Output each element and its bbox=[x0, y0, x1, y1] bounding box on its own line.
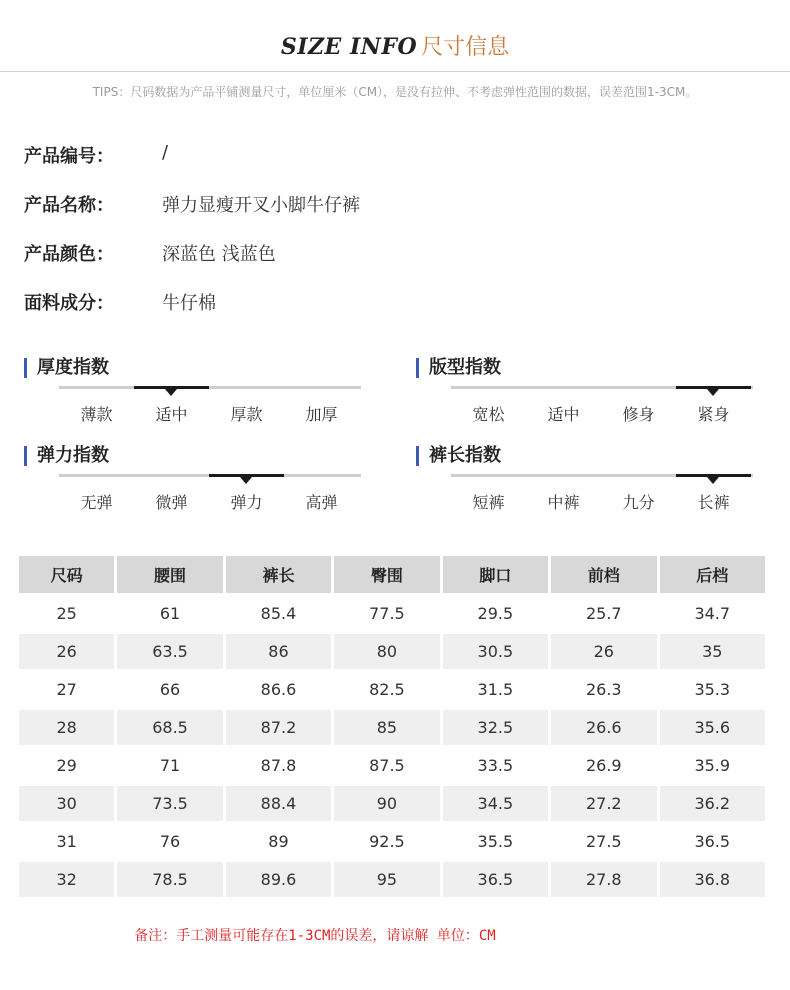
product-fabric-row bbox=[24, 289, 764, 315]
table-cell: 30 bbox=[18, 785, 116, 823]
length-option: 长裤 bbox=[697, 493, 730, 512]
header-title-en: SIZE INFO bbox=[280, 34, 418, 60]
table-cell: 85.4 bbox=[224, 595, 332, 633]
thickness-index-marker bbox=[134, 386, 209, 389]
product-fabric-value: 牛仔棉 bbox=[162, 293, 216, 314]
table-row bbox=[18, 671, 767, 709]
table-cell: 31.5 bbox=[441, 671, 549, 709]
table-cell: 36.5 bbox=[441, 861, 549, 899]
table-cell: 68.5 bbox=[116, 709, 224, 747]
table-cell: 27.2 bbox=[550, 785, 658, 823]
table-row bbox=[18, 633, 767, 671]
table-cell: 35 bbox=[658, 633, 767, 671]
thickness-index-title: 厚度指数 bbox=[24, 358, 109, 378]
table-cell: 86 bbox=[224, 633, 332, 671]
table-cell: 26.3 bbox=[550, 671, 658, 709]
table-cell: 27 bbox=[18, 671, 116, 709]
table-cell: 78.5 bbox=[116, 861, 224, 899]
fit-option: 紧身 bbox=[697, 405, 730, 424]
table-cell: 90 bbox=[333, 785, 441, 823]
table-cell: 35.9 bbox=[658, 747, 767, 785]
table-cell: 34.5 bbox=[441, 785, 549, 823]
table-cell: 29 bbox=[18, 747, 116, 785]
table-cell: 26.9 bbox=[550, 747, 658, 785]
table-cell: 80 bbox=[333, 633, 441, 671]
stretch-option: 弹力 bbox=[230, 493, 263, 512]
product-color-value: 深蓝色 浅蓝色 bbox=[162, 244, 276, 265]
table-cell: 35.6 bbox=[658, 709, 767, 747]
length-option: 中裤 bbox=[547, 493, 580, 512]
header-cell-leg-opening: 脚口 bbox=[441, 555, 549, 595]
table-cell: 32.5 bbox=[441, 709, 549, 747]
thickness-index bbox=[24, 358, 364, 428]
table-row bbox=[18, 785, 767, 823]
table-row bbox=[18, 823, 767, 861]
table-cell: 87.8 bbox=[224, 747, 332, 785]
fit-index-track bbox=[451, 386, 753, 389]
table-cell: 63.5 bbox=[116, 633, 224, 671]
fit-option: 修身 bbox=[622, 405, 655, 424]
thickness-option: 薄款 bbox=[80, 405, 113, 424]
table-row bbox=[18, 595, 767, 633]
thickness-option: 加厚 bbox=[305, 405, 338, 424]
note-text: 备注：手工测量可能存在1-3CM的误差，请谅解 单位：CM bbox=[134, 928, 496, 944]
product-name-row bbox=[24, 191, 764, 217]
table-cell: 26 bbox=[18, 633, 116, 671]
table-row bbox=[18, 747, 767, 785]
table-cell: 95 bbox=[333, 861, 441, 899]
table-cell: 27.5 bbox=[550, 823, 658, 861]
page-header bbox=[0, 30, 790, 66]
table-cell: 35.3 bbox=[658, 671, 767, 709]
length-option: 九分 bbox=[622, 493, 655, 512]
product-color-row bbox=[24, 240, 764, 266]
table-cell: 85 bbox=[333, 709, 441, 747]
fit-option: 宽松 bbox=[472, 405, 505, 424]
product-name-label: 产品名称： bbox=[24, 195, 114, 216]
table-cell: 92.5 bbox=[333, 823, 441, 861]
table-cell: 35.5 bbox=[441, 823, 549, 861]
table-cell: 31 bbox=[18, 823, 116, 861]
header-cell-back-rise: 后档 bbox=[658, 555, 767, 595]
stretch-index-marker bbox=[209, 474, 284, 477]
stretch-option: 微弹 bbox=[155, 493, 188, 512]
table-cell: 34.7 bbox=[658, 595, 767, 633]
stretch-index-track bbox=[59, 474, 361, 477]
header-cell-waist: 腰围 bbox=[116, 555, 224, 595]
size-table-header-row bbox=[18, 555, 767, 595]
length-index bbox=[416, 446, 756, 516]
fit-index bbox=[416, 358, 756, 428]
table-cell: 27.8 bbox=[550, 861, 658, 899]
stretch-option: 无弹 bbox=[80, 493, 113, 512]
header-cell-hip: 臀围 bbox=[333, 555, 441, 595]
header-cell-front-rise: 前档 bbox=[550, 555, 658, 595]
stretch-index bbox=[24, 446, 364, 516]
fit-option: 适中 bbox=[547, 405, 580, 424]
header-divider bbox=[0, 71, 790, 72]
table-cell: 77.5 bbox=[333, 595, 441, 633]
tips-text: TIPS：尺码数据为产品平铺测量尺寸，单位厘米（CM），是没有拉伸、不考虑弹性范围的数据，误差范围1-3CM。 bbox=[92, 85, 698, 99]
table-cell: 73.5 bbox=[116, 785, 224, 823]
table-cell: 33.5 bbox=[441, 747, 549, 785]
size-table-body bbox=[18, 595, 767, 899]
product-color-label: 产品颜色： bbox=[24, 244, 114, 265]
fit-index-title: 版型指数 bbox=[416, 358, 501, 378]
product-number-value: / bbox=[162, 142, 169, 163]
table-cell: 87.2 bbox=[224, 709, 332, 747]
table-cell: 36.8 bbox=[658, 861, 767, 899]
length-option: 短裤 bbox=[472, 493, 505, 512]
table-cell: 76 bbox=[116, 823, 224, 861]
table-cell: 66 bbox=[116, 671, 224, 709]
table-cell: 89 bbox=[224, 823, 332, 861]
table-cell: 61 bbox=[116, 595, 224, 633]
header-cell-size: 尺码 bbox=[18, 555, 116, 595]
product-fabric-label: 面料成分： bbox=[24, 293, 114, 314]
table-cell: 32 bbox=[18, 861, 116, 899]
table-cell: 25 bbox=[18, 595, 116, 633]
table-cell: 26.6 bbox=[550, 709, 658, 747]
table-cell: 86.6 bbox=[224, 671, 332, 709]
table-cell: 30.5 bbox=[441, 633, 549, 671]
length-index-track bbox=[451, 474, 753, 477]
table-cell: 25.7 bbox=[550, 595, 658, 633]
stretch-index-title: 弹力指数 bbox=[24, 446, 109, 466]
size-table bbox=[16, 553, 768, 900]
table-row bbox=[18, 861, 767, 899]
thickness-option: 适中 bbox=[155, 405, 188, 424]
table-cell: 28 bbox=[18, 709, 116, 747]
table-row bbox=[18, 709, 767, 747]
table-cell: 87.5 bbox=[333, 747, 441, 785]
table-cell: 82.5 bbox=[333, 671, 441, 709]
product-number-row bbox=[24, 142, 764, 168]
thickness-index-track bbox=[59, 386, 361, 389]
table-cell: 88.4 bbox=[224, 785, 332, 823]
table-cell: 89.6 bbox=[224, 861, 332, 899]
table-cell: 36.5 bbox=[658, 823, 767, 861]
table-cell: 26 bbox=[550, 633, 658, 671]
header-cell-length: 裤长 bbox=[224, 555, 332, 595]
length-index-title: 裤长指数 bbox=[416, 446, 501, 466]
fit-index-marker bbox=[676, 386, 751, 389]
table-cell: 29.5 bbox=[441, 595, 549, 633]
table-cell: 36.2 bbox=[658, 785, 767, 823]
thickness-option: 厚款 bbox=[230, 405, 263, 424]
length-index-marker bbox=[676, 474, 751, 477]
table-cell: 71 bbox=[116, 747, 224, 785]
header-title-cn: 尺寸信息 bbox=[421, 35, 510, 60]
stretch-option: 高弹 bbox=[305, 493, 338, 512]
product-name-value: 弹力显瘦开叉小脚牛仔裤 bbox=[162, 195, 360, 216]
product-number-label: 产品编号： bbox=[24, 146, 114, 167]
